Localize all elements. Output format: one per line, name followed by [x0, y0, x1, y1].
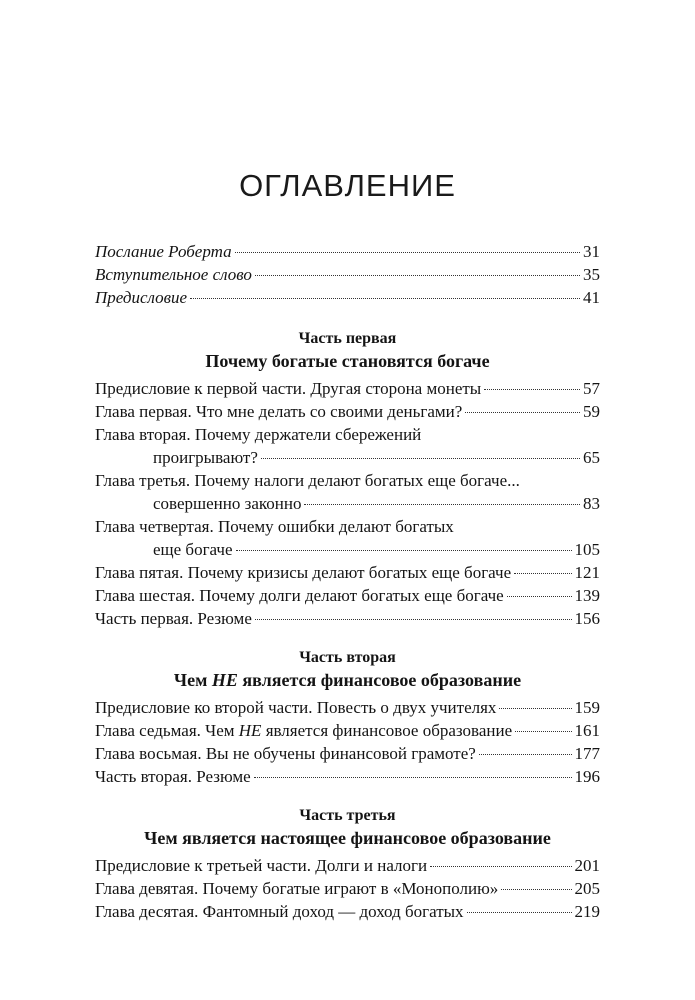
toc-entry-title: Глава третья. Почему налоги делают богатых еще богаче... [95, 471, 520, 490]
toc-entry-page: 65 [583, 448, 600, 467]
toc-entry[interactable] [95, 377, 600, 400]
toc-entry-page: 159 [574, 698, 600, 717]
toc-entry-title: Предисловие [95, 288, 188, 307]
part-title: Чем НЕ является финансовое образование [173, 670, 522, 690]
toc-entry-multiline[interactable] [95, 515, 600, 561]
toc-entry-page: 196 [574, 767, 600, 786]
leader-dots [499, 708, 571, 709]
part-label: Часть третья [299, 807, 396, 824]
toc-entry-title: Глава девятая. Почему богатые играют в «Монополию» [95, 879, 499, 898]
leader-dots [430, 866, 571, 867]
toc-entry-title: Глава седьмая. Чем НЕ является финансовое образование [95, 721, 513, 740]
leader-dots [514, 573, 571, 574]
toc-entry-page: 105 [574, 540, 600, 559]
toc-entry-title: Предисловие к первой части. Другая сторона монеты [95, 379, 482, 398]
leader-dots [479, 754, 572, 755]
toc-entry-page: 201 [574, 856, 600, 875]
toc-entry-page: 177 [574, 744, 600, 763]
toc-entry-multiline[interactable] [95, 423, 600, 469]
toc-entry-title: Глава четвертая. Почему ошибки делают богатых [95, 517, 454, 536]
page-title: ОГЛАВЛЕНИЕ [239, 168, 456, 203]
toc-entry-title: Вступительное слово [95, 265, 252, 284]
toc-entry-title: Предисловие к третьей части. Долги и налоги [95, 856, 428, 875]
toc-entry[interactable] [95, 742, 600, 765]
toc-entry-page: 57 [583, 379, 600, 398]
leader-dots [190, 298, 580, 299]
toc-entry[interactable] [95, 240, 600, 263]
toc-entry-page: 31 [583, 242, 600, 261]
part-heading [95, 648, 600, 692]
toc-entry[interactable] [95, 286, 600, 309]
toc-entry-page: 205 [574, 879, 600, 898]
toc-entry-page: 35 [583, 265, 600, 284]
toc-entry[interactable] [95, 400, 600, 423]
toc-entry[interactable] [95, 854, 600, 877]
table-of-contents [95, 240, 600, 923]
toc-entry[interactable] [95, 877, 600, 900]
toc-entry-title: Глава шестая. Почему долги делают богатых еще богаче [95, 586, 504, 605]
toc-entry-page: 83 [583, 494, 600, 513]
part-heading [95, 806, 600, 850]
toc-entry[interactable] [95, 765, 600, 788]
toc-entry-page: 161 [574, 721, 600, 740]
leader-dots [465, 412, 580, 413]
leader-dots [236, 550, 572, 551]
part-heading [95, 329, 600, 373]
toc-entry-title: Глава вторая. Почему держатели сбережений [95, 425, 422, 444]
toc-entry-title-cont: совершенно законно [153, 494, 302, 513]
leader-dots [501, 889, 571, 890]
leader-dots [255, 619, 572, 620]
leader-dots [304, 504, 580, 505]
part-label: Часть вторая [299, 649, 396, 666]
toc-entry-title: Глава восьмая. Вы не обучены финансовой грамоте? [95, 744, 476, 763]
part-title: Почему богатые становятся богаче [205, 351, 490, 371]
leader-dots [254, 777, 572, 778]
toc-entry-page: 121 [574, 563, 600, 582]
leader-dots [515, 731, 571, 732]
toc-entry-title: Глава первая. Что мне делать со своими деньгами? [95, 402, 463, 421]
toc-entry[interactable] [95, 561, 600, 584]
toc-entry-title-cont: еще богаче [153, 540, 233, 559]
leader-dots [507, 596, 572, 597]
toc-entry-title-cont: проигрывают? [153, 448, 258, 467]
toc-entry[interactable] [95, 719, 600, 742]
toc-entry-title: Предисловие ко второй части. Повесть о двух учителях [95, 698, 497, 717]
toc-entry-title: Послание Роберта [95, 242, 232, 261]
toc-entry-title: Глава десятая. Фантомный доход — доход богатых [95, 902, 464, 921]
toc-entry-page: 41 [583, 288, 600, 307]
leader-dots [484, 389, 580, 390]
toc-entry[interactable] [95, 607, 600, 630]
toc-entry-title: Глава пятая. Почему кризисы делают богатых еще богаче [95, 563, 512, 582]
toc-entry[interactable] [95, 696, 600, 719]
leader-dots [467, 912, 572, 913]
part-label: Часть первая [298, 330, 397, 347]
leader-dots [261, 458, 580, 459]
leader-dots [255, 275, 580, 276]
leader-dots [235, 252, 580, 253]
toc-entry[interactable] [95, 263, 600, 286]
toc-entry-page: 219 [574, 902, 600, 921]
toc-entry-title: Часть первая. Резюме [95, 609, 252, 628]
toc-entry-title: Часть вторая. Резюме [95, 767, 251, 786]
part-title: Чем является настоящее финансовое образование [144, 828, 551, 848]
toc-entry-multiline[interactable] [95, 469, 600, 515]
toc-entry[interactable] [95, 900, 600, 923]
toc-entry[interactable] [95, 584, 600, 607]
toc-entry-page: 59 [583, 402, 600, 421]
toc-entry-page: 156 [574, 609, 600, 628]
toc-entry-page: 139 [574, 586, 600, 605]
